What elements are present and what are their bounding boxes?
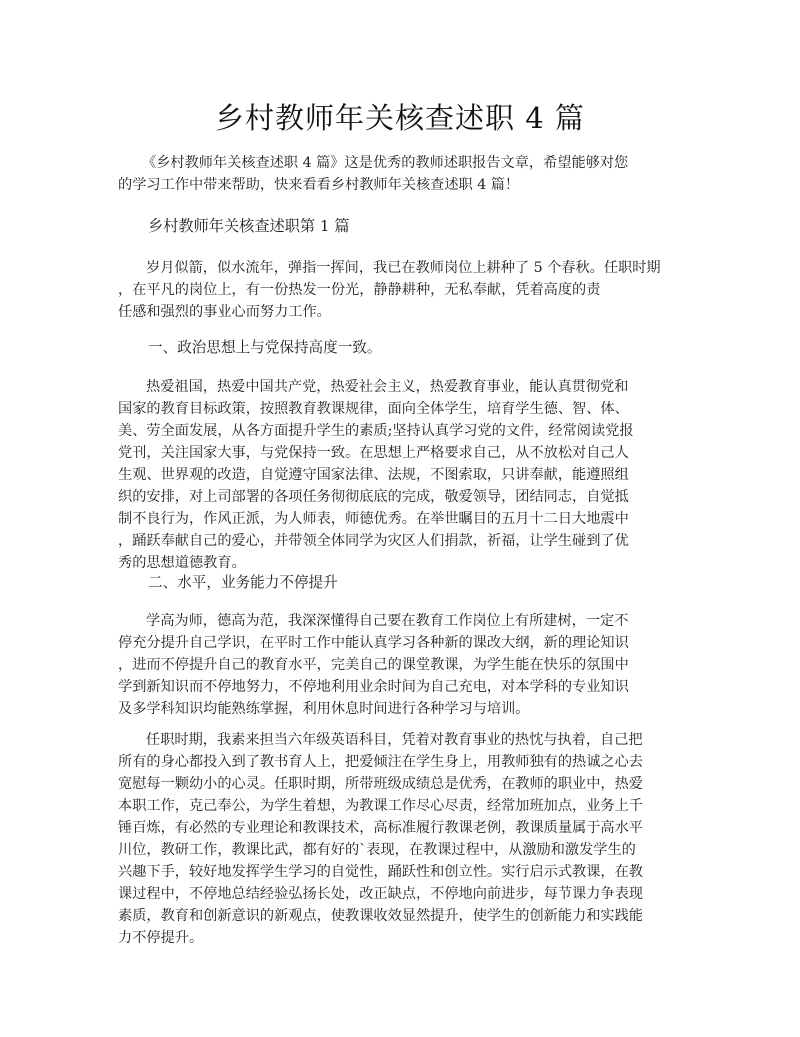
paragraph-line: 热爱祖国，热爱中国共产党，热爱社会主义，热爱教育事业，能认真贯彻党和	[146, 379, 629, 395]
paragraph-line: 宽慰每一颗幼小的心灵。任职时期，所带班级成绩总是优秀，在教师的职业中，热爱	[118, 776, 643, 792]
paragraph-line: 美、劳全面发展，从各方面提升学生的素质;坚持认真学习党的文件，经常阅读党报	[118, 423, 634, 439]
section-title: 乡村教师年关核查述职第 1 篇	[148, 217, 350, 235]
paragraph-line: 制不良行为，作风正派，为人师表，师德优秀。在举世瞩目的五月十二日大地震中	[118, 511, 629, 527]
paragraph-line: 所有的身心都投入到了教书育人上，把爱倾注在学生身上，用教师独有的热诚之心去	[118, 754, 643, 770]
paragraph-line: 川位，教研工作，教课比武，都有好的`表现，在教课过程中，从激励和激发学生的	[118, 842, 636, 858]
paragraph-line: 及多学科知识均能熟练掌握，利用休息时间进行各种学习与培训。	[118, 701, 530, 717]
paragraph-3	[118, 610, 678, 720]
paragraph-line: 课过程中，不停地总结经验弘扬长处，改正缺点，不停地向前进步，每节课力争表现	[118, 886, 643, 902]
paragraph-line: 素质，教育和创新意识的新观点，使教课收效显然提升，使学生的创新能力和实践能	[118, 908, 643, 924]
paragraph-line: 党刊，关注国家大事，与党保持一致。在思想上严格要求自己，从不放松对自己人	[118, 445, 629, 461]
paragraph-line: 学到新知识而不停地努力，不停地利用业余时间为自己充电，对本学科的专业知识	[118, 679, 629, 695]
paragraph-1	[118, 257, 678, 323]
paragraph-line: 秀的思想道德教育。	[118, 555, 246, 571]
paragraph-line: 任感和强烈的事业心而努力工作。	[118, 304, 331, 320]
paragraph-line: 力不停提升。	[118, 930, 204, 946]
paragraph-line: 兴趣下手，较好地发挥学生学习的自觉性，踊跃性和创立性。实行启示式教课，在教	[118, 864, 643, 880]
paragraph-line: 织的安排，对上司部署的各项任务彻彻底底的完成，敬爱领导，团结同志，自觉抵	[118, 489, 629, 505]
paragraph-line: ，踊跃奉献自己的爱心，并带领全体同学为灾区人们捐款，祈福，让学生碰到了优	[118, 533, 629, 549]
heading-political: 一、政治思想上与党保持高度一致。	[148, 339, 382, 356]
paragraph-line: 锤百炼，有必然的专业理论和教课技术，高标准履行教课老例，教课质量属于高水平	[118, 820, 643, 836]
document-title: 乡村教师年关核查述职 4 篇	[215, 101, 585, 135]
intro-paragraph	[118, 152, 678, 196]
paragraph-line: 本职工作，克己奉公，为学生着想，为教课工作尽心尽责，经常加班加点，业务上千	[118, 798, 643, 814]
paragraph-line: ，在平凡的岗位上，有一份热发一份光，静静耕种，无私奉献，凭着高度的责	[118, 282, 601, 298]
intro-line: 《乡村教师年关核查述职 4 篇》这是优秀的教师述职报告文章，希望能够对您	[142, 155, 629, 171]
paragraph-line: 岁月似箭，似水流年，弹指一挥间，我已在教师岗位上耕种了 5 个春秋。任职时期	[146, 260, 661, 276]
paragraph-4	[118, 729, 678, 949]
paragraph-line: 生观、世界观的改造，自觉遵守国家法律、法规，不图索取，只讲奉献，能遵照组	[118, 467, 629, 483]
paragraph-line: 停充分提升自己学识，在平时工作中能认真学习各种新的课改大纲，新的理论知识	[118, 635, 629, 651]
heading-ability: 二、水平，业务能力不停提升	[148, 574, 338, 591]
intro-line: 的学习工作中带来帮助，快来看看乡村教师年关核查述职 4 篇！	[118, 177, 520, 193]
paragraph-line: 学高为师，德高为范，我深深懂得自己要在教育工作岗位上有所建树，一定不	[146, 613, 629, 629]
paragraph-2	[118, 376, 678, 574]
paragraph-line: 国家的教育目标政策，按照教育教课规律，面向全体学生，培育学生德、智、体、	[118, 401, 629, 417]
paragraph-line: 任职时期，我素来担当六年级英语科目，凭着对教育事业的热忱与执着，自己把	[146, 732, 643, 748]
paragraph-line: ，进而不停提升自己的教育水平，完美自己的课堂教课，为学生能在快乐的氛围中	[118, 657, 629, 673]
